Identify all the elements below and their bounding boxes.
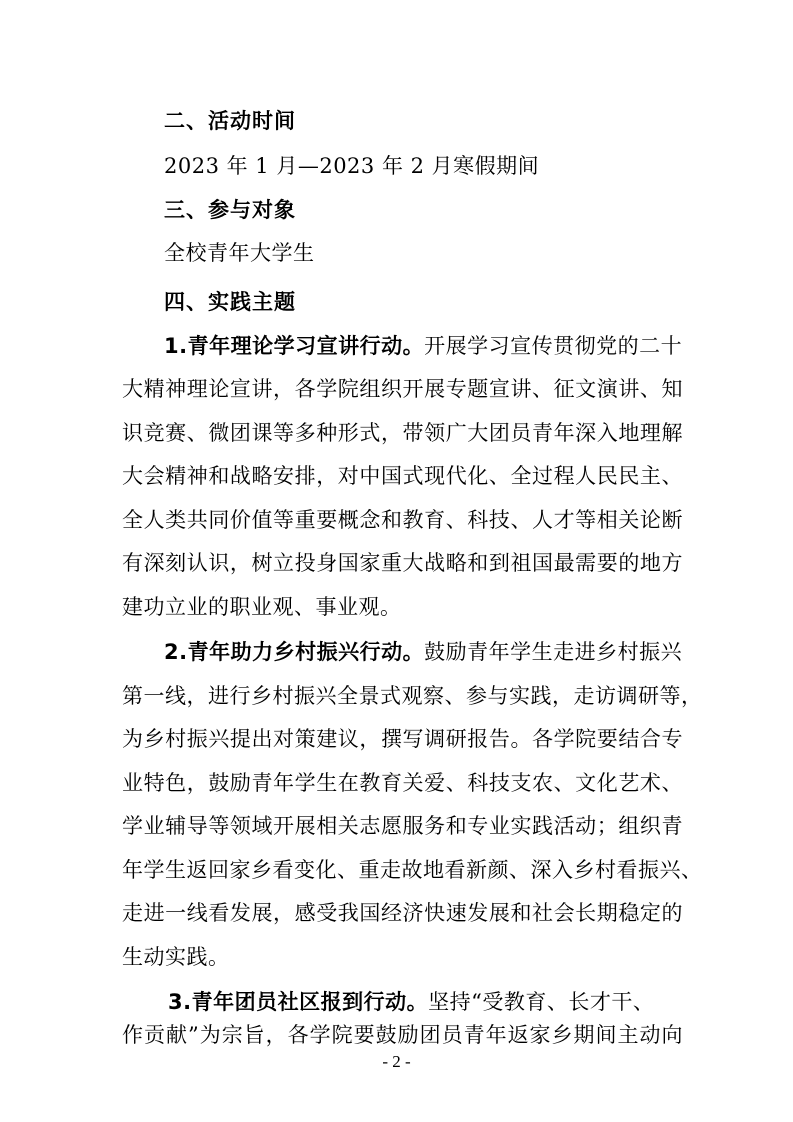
paragraph-line: 建功立业的职业观、事业观。	[122, 595, 402, 619]
item-title: 3.青年团员社区报到行动。	[168, 990, 429, 1014]
paragraph-line: 识竞赛、微团课等多种形式，带领广大团员青年深入地理解	[122, 421, 683, 445]
activity-time-text: 2023 年 1 月—2023 年 2 月寒假期间	[164, 154, 540, 178]
paragraph-line: 大精神理论宣讲，各学院组织开展专题宣讲、征文演讲、知	[122, 377, 683, 401]
paragraph-line: 为乡村振兴提出对策建议，撰写调研报告。各学院要结合专	[122, 727, 683, 751]
item-text: 坚持“受教育、长才干、	[428, 990, 655, 1014]
item-title: 2.青年助力乡村振兴行动。	[164, 640, 425, 664]
paragraph-line: 第一线，进行乡村振兴全景式观察、参与实践，走访调研等，	[122, 684, 703, 708]
section-heading-themes: 四、实践主题	[164, 290, 296, 314]
paragraph-line: 作贡献”为宗旨，各学院要鼓励团员青年返家乡期间主动向	[122, 1023, 683, 1047]
item-title: 1.青年理论学习宣讲行动。	[164, 334, 425, 358]
paragraph-line	[164, 334, 684, 358]
item-text: 开展学习宣传贯彻党的二十	[424, 334, 683, 358]
paragraph-line: 业特色，鼓励青年学生在教育关爱、科技支农、文化艺术、	[122, 771, 683, 795]
item-text: 鼓励青年学生走进乡村振兴	[424, 640, 683, 664]
paragraph-line: 生动实践。	[122, 945, 230, 969]
section-heading-activity-time: 二、活动时间	[164, 109, 296, 133]
paragraph-line	[164, 640, 684, 664]
paragraph-line: 大会精神和战略安排，对中国式现代化、全过程人民民主、	[122, 464, 683, 488]
page-number: - 2 -	[382, 1052, 411, 1071]
paragraph-line: 走进一线看发展，感受我国经济快速发展和社会长期稳定的	[122, 901, 683, 925]
paragraph-line	[168, 990, 684, 1014]
paragraph-line: 有深刻认识，树立投身国家重大战略和到祖国最需要的地方	[122, 551, 683, 575]
paragraph-line: 年学生返回家乡看变化、重走故地看新颜、深入乡村看振兴、	[122, 858, 703, 882]
section-heading-participants: 三、参与对象	[164, 198, 296, 222]
paragraph-line: 全人类共同价值等重要概念和教育、科技、人才等相关论断	[122, 508, 683, 532]
participants-text: 全校青年大学生	[164, 241, 315, 265]
paragraph-line: 学业辅导等领域开展相关志愿服务和专业实践活动；组织青	[122, 814, 683, 838]
